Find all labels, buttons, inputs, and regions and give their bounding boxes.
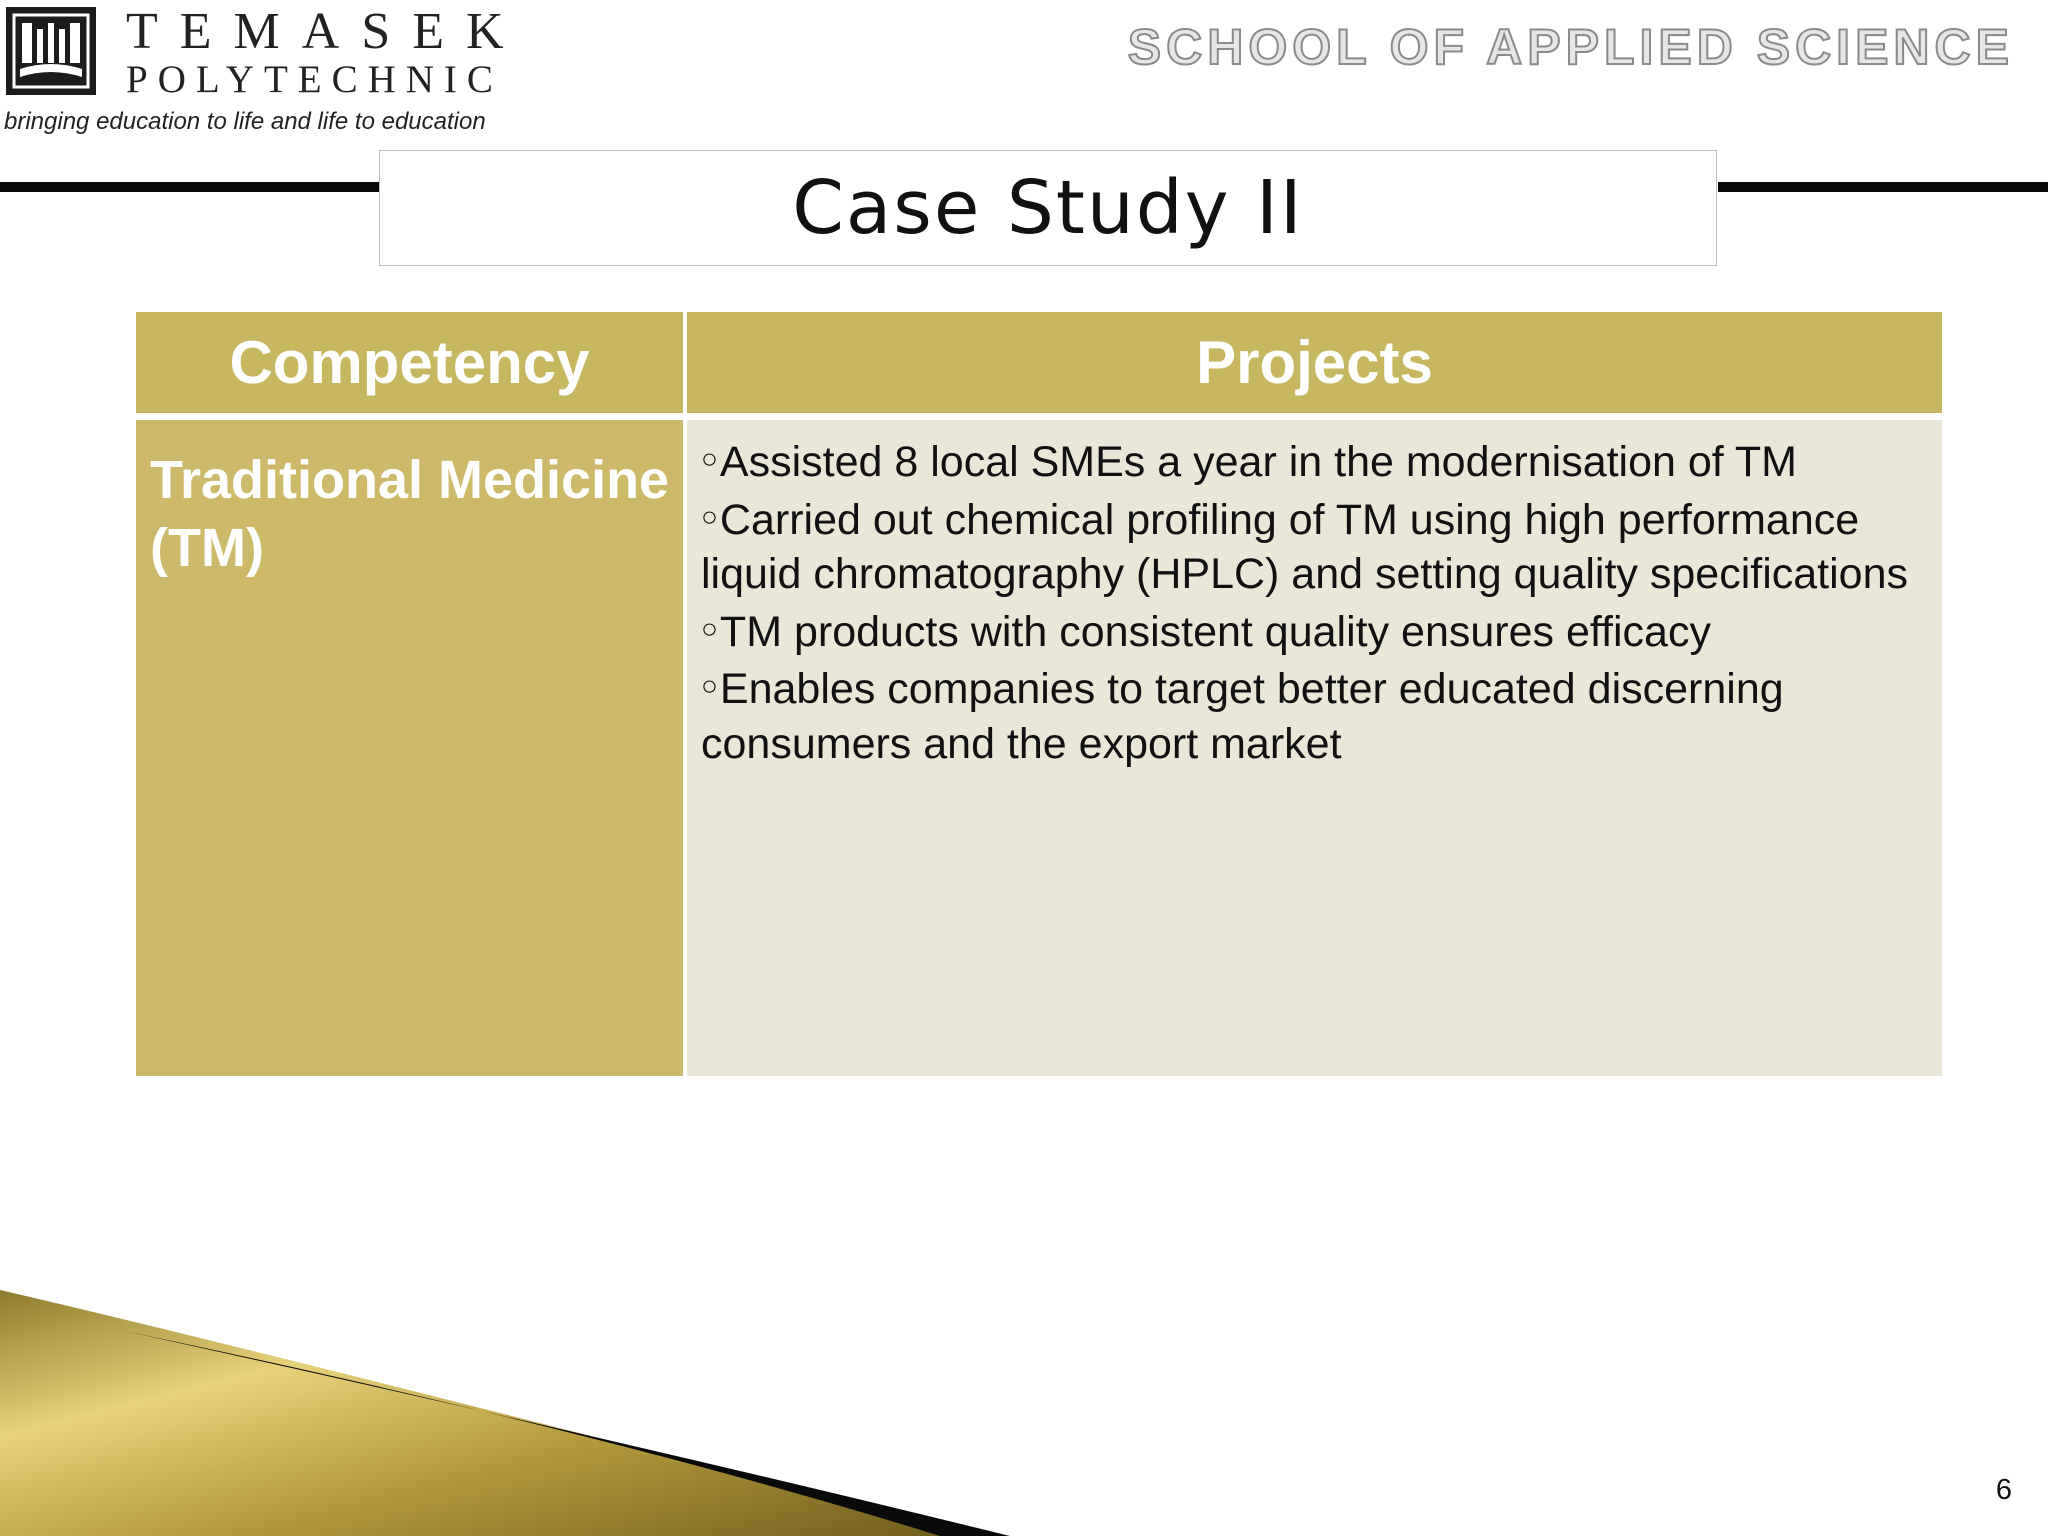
logo-name-line1: TEMASEK	[126, 3, 526, 60]
project-item: ○TM products with consistent quality ensures efficacy	[701, 607, 1711, 656]
school-title: SCHOOL OF APPLIED SCIENCE	[1127, 19, 2014, 75]
bullet-circle-icon: ○	[701, 670, 718, 701]
bullet-circle-icon: ○	[701, 612, 718, 644]
header-rule-left	[0, 182, 382, 192]
temasek-emblem-icon	[6, 7, 96, 95]
slide-title: Case Study II	[792, 165, 1304, 251]
competency-cell: Traditional Medicine (TM)	[136, 420, 683, 1076]
project-item: ○Carried out chemical profiling of TM using high performance liquid chromatography (HPLC) and setting quality specifications	[701, 495, 1909, 598]
logo-name-line2: POLYTECHNIC	[126, 58, 503, 101]
bullet-circle-icon: ○	[701, 500, 718, 532]
bullet-circle-icon: ○	[701, 443, 718, 474]
header-competency: Competency	[136, 312, 683, 413]
decorative-swoosh	[0, 1290, 2048, 1536]
header-projects: Projects	[687, 312, 1942, 413]
header-rule-right	[1718, 182, 2048, 192]
project-item: ○Enables companies to target better educated discerning consumers and the export market	[701, 665, 1784, 768]
logo-tagline: bringing education to life and life to education	[4, 108, 486, 135]
temasek-logo	[4, 4, 524, 144]
page-number: 6	[1995, 1474, 2012, 1506]
case-study-table	[136, 312, 1942, 1076]
project-item: ○Assisted 8 local SMEs a year in the modernisation of TM	[701, 438, 1798, 486]
slide-title-box	[379, 150, 1717, 266]
projects-cell	[687, 420, 1942, 1076]
